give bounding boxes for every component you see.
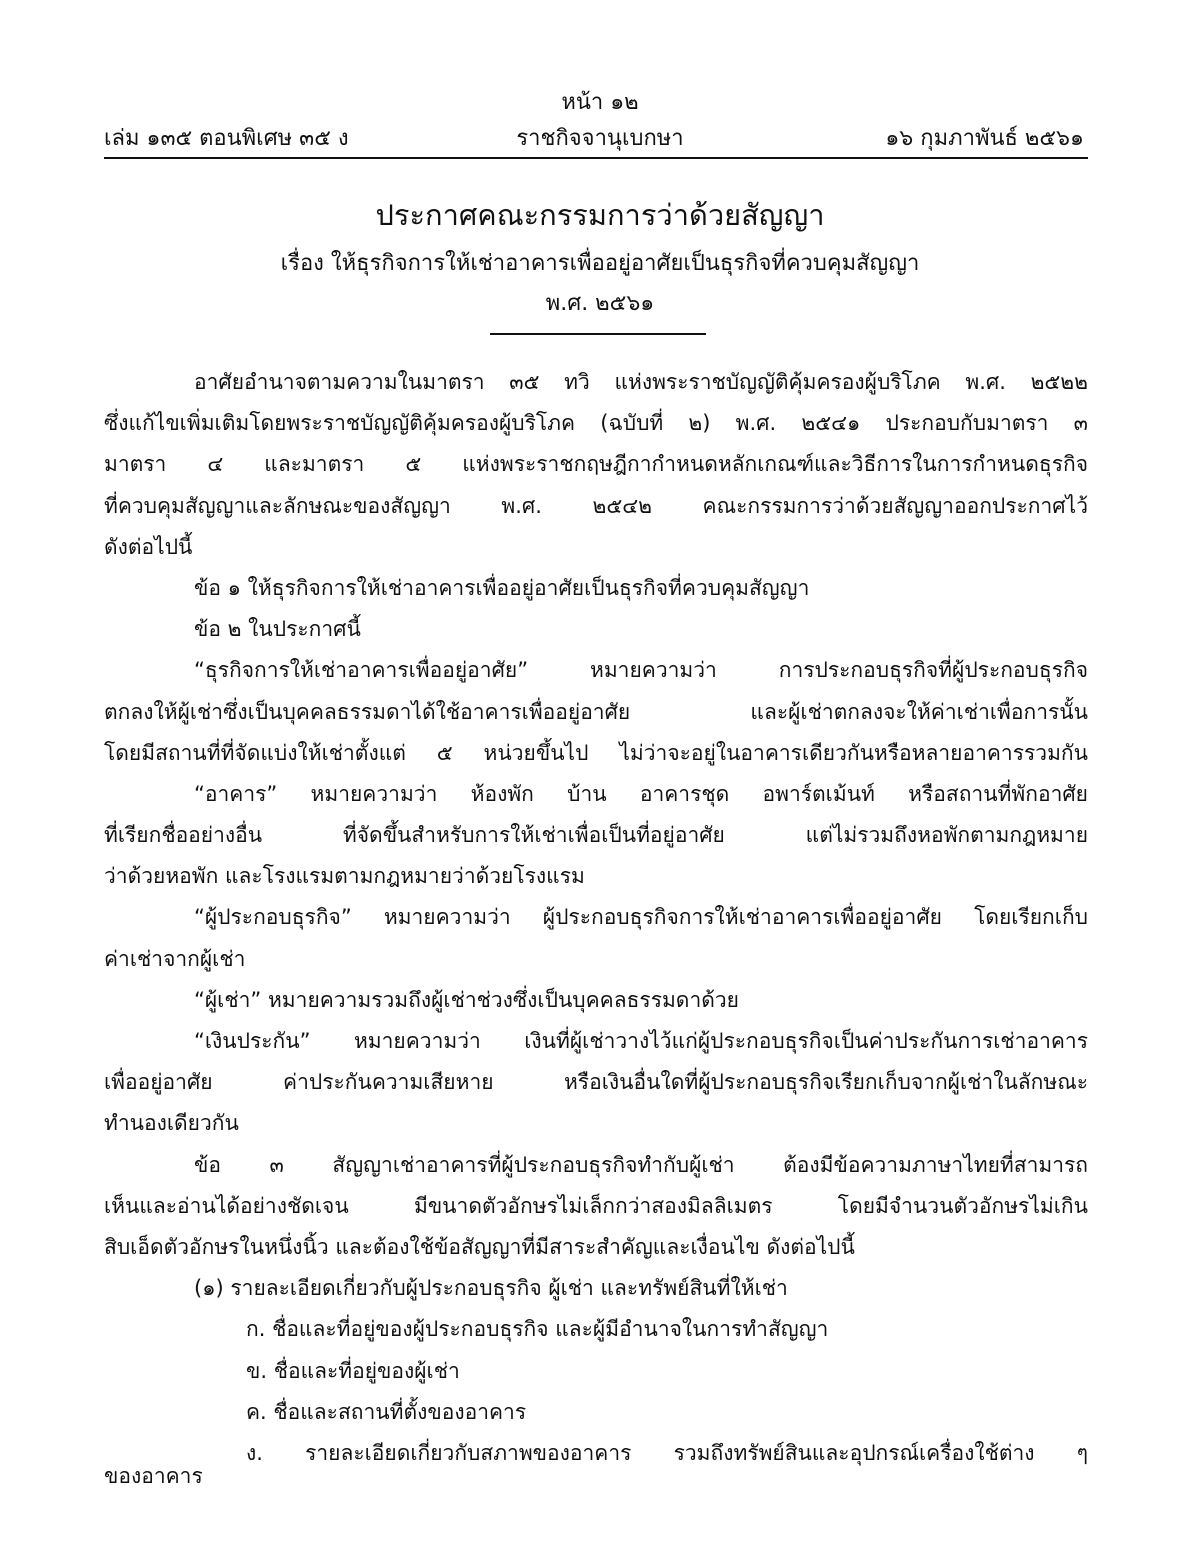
body-line: เห็นและอ่านได้อย่างชัดเจน มีขนาดตัวอักษรไม่เล็กกว่าสองมิลลิเมตร โดยมีจำนวนตัวอักษรไม่เกิน	[104, 1193, 1088, 1218]
announcement-year: พ.ศ. ๒๕๖๑	[545, 291, 655, 316]
body-line: ตกลงให้ผู้เช่าซึ่งเป็นบุคคลธรรมดาได้ใช้อาคารเพื่ออยู่อาศัย และผู้เช่าตกลงจะให้ค่าเช่าเพื่อการนั้น	[104, 699, 1088, 724]
body-line: ว่าด้วยหอพัก และโรงแรมตามกฎหมายว่าด้วยโรงแรม	[104, 864, 585, 889]
announcement-body	[104, 362, 1088, 1474]
announcement-subject: เรื่อง ให้ธุรกิจการให้เช่าอาคารเพื่ออยู่อาศัยเป็นธุรกิจที่ควบคุมสัญญา	[280, 251, 920, 276]
definition-building: “อาคาร” หมายความว่า ห้องพัก บ้าน อาคารชุด อพาร์ตเม้นท์ หรือสถานที่พักอาศัย	[194, 781, 1088, 806]
body-line: ซึ่งแก้ไขเพิ่มเติมโดยพระราชบัญญัติคุ้มครองผู้บริโภค (ฉบับที่ ๒) พ.ศ. ๒๕๔๑ ประกอบกับมาตรา ๓	[104, 411, 1088, 436]
clause-2: ข้อ ๒ ในประกาศนี้	[194, 617, 361, 642]
gazette-name: ราชกิจจานุเบกษา	[516, 126, 684, 151]
body-last-line: ของอาคาร	[104, 1464, 203, 1488]
title-divider	[490, 333, 706, 335]
body-line: ค่าเช่าจากผู้เช่า	[104, 946, 246, 971]
sub-item-c: ค. ชื่อและสถานที่ตั้งของอาคาร	[246, 1399, 527, 1424]
page-number: หน้า ๑๒	[561, 90, 639, 115]
sub-item-a: ก. ชื่อและที่อยู่ของผู้ประกอบธุรกิจ และผู้มีอำนาจในการทำสัญญา	[246, 1317, 829, 1342]
body-line: ทำนองเดียวกัน	[104, 1111, 239, 1136]
clause-1: ข้อ ๑ ให้ธุรกิจการให้เช่าอาคารเพื่ออยู่อาศัยเป็นธุรกิจที่ควบคุมสัญญา	[194, 575, 810, 600]
definition-tenant: “ผู้เช่า” หมายความรวมถึงผู้เช่าช่วงซึ่งเป็นบุคคลธรรมดาด้วย	[194, 987, 739, 1012]
body-line: สิบเอ็ดตัวอักษรในหนึ่งนิ้ว และต้องใช้ข้อสัญญาที่มีสาระสำคัญและเงื่อนไข ดังต่อไปนี้	[104, 1234, 855, 1259]
body-line: ดังต่อไปนี้	[104, 534, 193, 559]
volume-info: เล่ม ๑๓๕ ตอนพิเศษ ๓๕ ง	[104, 126, 349, 151]
body-line: โดยมีสถานที่ที่จัดแบ่งให้เช่าตั้งแต่ ๕ หน่วยขึ้นไป ไม่ว่าจะอยู่ในอาคารเดียวกันหรือหลายอาคารรวมกัน	[104, 740, 1088, 765]
clause-3: ข้อ ๓ สัญญาเช่าอาคารที่ผู้ประกอบธุรกิจทำกับผู้เช่า ต้องมีข้อความภาษาไทยที่สามารถ	[194, 1152, 1088, 1177]
definition-deposit: “เงินประกัน” หมายความว่า เงินที่ผู้เช่าวางไว้แก่ผู้ประกอบธุรกิจเป็นค่าประกันการเช่าอาคาร	[194, 1029, 1088, 1053]
sub-item-d: ง. รายละเอียดเกี่ยวกับสภาพของอาคาร รวมถึงทรัพย์สินและอุปกรณ์เครื่องใช้ต่าง ๆ	[246, 1440, 1088, 1465]
header-divider	[104, 157, 1088, 159]
sub-clause-1: (๑) รายละเอียดเกี่ยวกับผู้ประกอบธุรกิจ ผู้เช่า และทรัพย์สินที่ให้เช่า	[194, 1276, 788, 1301]
body-line: ที่เรียกชื่ออย่างอื่น ที่จัดขึ้นสำหรับการให้เช่าเพื่อเป็นที่อยู่อาศัย แต่ไม่รวมถึงหอพักตามกฎหมาย	[104, 823, 1088, 848]
announcement-title: ประกาศคณะกรรมการว่าด้วยสัญญา	[375, 198, 825, 232]
publication-date: ๑๖ กุมภาพันธ์ ๒๕๖๑	[885, 126, 1084, 151]
sub-item-b: ข. ชื่อและที่อยู่ของผู้เช่า	[246, 1358, 460, 1383]
definition-operator: “ผู้ประกอบธุรกิจ” หมายความว่า ผู้ประกอบธุรกิจการให้เช่าอาคารเพื่ออยู่อาศัย โดยเรียกเก็บ	[194, 905, 1088, 930]
body-line: เพื่ออยู่อาศัย ค่าประกันความเสียหาย หรือเงินอื่นใดที่ผู้ประกอบธุรกิจเรียกเก็บจากผู้เช่าในลักษณะ	[104, 1070, 1088, 1095]
body-line: อาศัยอำนาจตามความในมาตรา ๓๕ ทวิ แห่งพระราชบัญญัติคุ้มครองผู้บริโภค พ.ศ. ๒๕๒๒	[194, 370, 1088, 394]
body-line: มาตรา ๔ และมาตรา ๕ แห่งพระราชกฤษฎีกากำหนดหลักเกณฑ์และวิธีการในการกำหนดธุรกิจ	[104, 452, 1088, 477]
definition-business: “ธุรกิจการให้เช่าอาคารเพื่ออยู่อาศัย” หมายความว่า การประกอบธุรกิจที่ผู้ประกอบธุรกิจ	[194, 658, 1088, 683]
body-line: ที่ควบคุมสัญญาและลักษณะของสัญญา พ.ศ. ๒๕๔๒ คณะกรรมการว่าด้วยสัญญาออกประกาศไว้	[104, 493, 1088, 518]
